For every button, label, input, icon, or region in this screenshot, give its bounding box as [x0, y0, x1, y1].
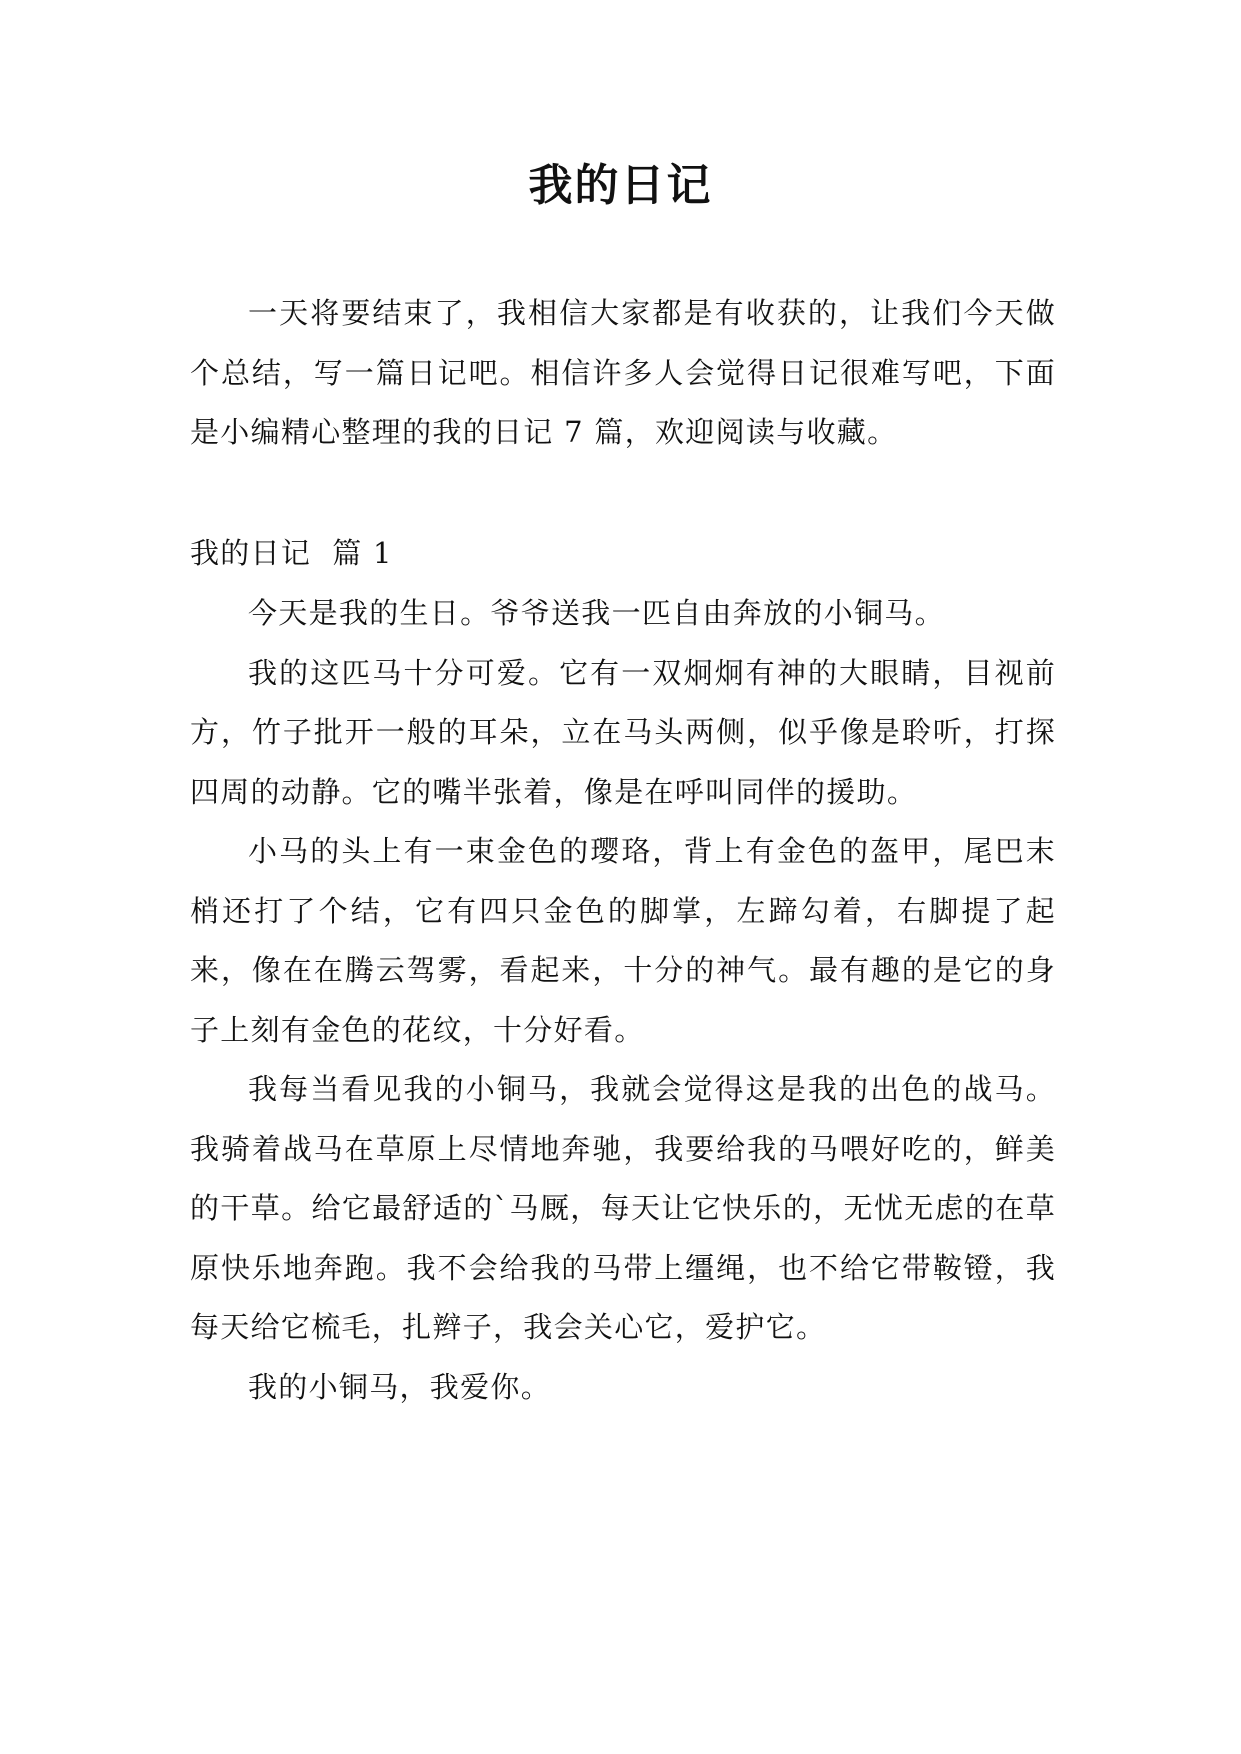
entry-paragraph: 今天是我的生日。爷爷送我一匹自由奔放的小铜马。 — [248, 596, 945, 630]
intro-paragraph: 一天将要结束了，我相信大家都是有收获的，让我们今天做个总结，写一篇日记吧。相信许多人会觉得日记很难写吧，下面是小编精心整理的我的日记 7 篇，欢迎阅读与收藏。 — [190, 296, 1056, 449]
entry-paragraph: 我的小铜马，我爱你。 — [248, 1369, 552, 1404]
entry-paragraph: 我的这匹马十分可爱。它有一双炯炯有神的大眼睛，目视前方，竹子批开一般的耳朵，立在马头两侧，似乎像是聆听，打探四周的动静。它的嘴半张着，像是在呼叫同伴的援助。 — [190, 655, 1056, 809]
section-heading: 我的日记 篇 1 — [190, 536, 393, 570]
entry-paragraph: 小马的头上有一束金色的璎珞，背上有金色的盔甲，尾巴末梢还打了个结，它有四只金色的脚掌，左蹄勾着，右脚提了起来，像在在腾云驾雾，看起来，十分的神气。最有趣的是它的身子上刻有金色的花纹，十分好看。 — [190, 834, 1056, 1047]
entry-paragraph: 我每当看见我的小铜马，我就会觉得这是我的出色的战马。我骑着战马在草原上尽情地奔驰，我要给我的马喂好吃的，鲜美的干草。给它最舒适的`马厩，每天让它快乐的，无忧无虑的在草原快乐地奔跑。我不会给我的马带上缰绳，也不给它带鞍镫，我每天给它梳毛，扎辫子，我会关心它，爱护它。 — [190, 1072, 1056, 1344]
document-title: 我的日记 — [528, 160, 713, 211]
diary-entry — [190, 584, 1056, 1417]
